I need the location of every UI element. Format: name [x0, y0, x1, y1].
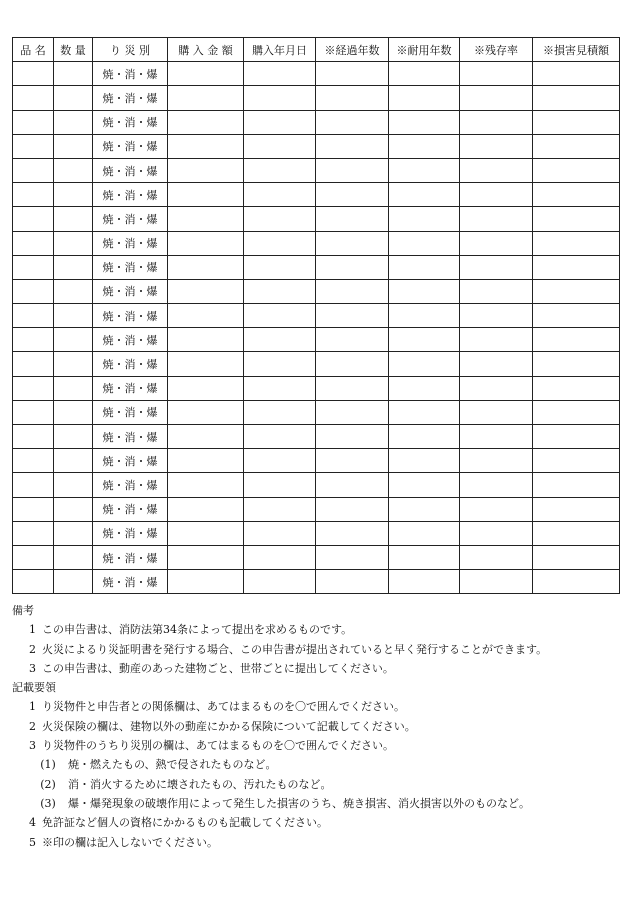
purchase-date-cell[interactable]	[244, 231, 316, 255]
header-damage-type: り 災 別	[93, 38, 168, 62]
quantity-cell[interactable]	[54, 449, 93, 473]
useful-life-cell[interactable]	[389, 86, 460, 110]
damage-type-cell: 焼・消・爆	[93, 521, 168, 545]
quantity-cell[interactable]	[54, 279, 93, 303]
useful-life-cell[interactable]	[389, 328, 460, 352]
item-name-cell[interactable]	[13, 521, 54, 545]
table-row	[13, 255, 620, 279]
notes-section	[12, 601, 620, 852]
item-name-cell[interactable]	[13, 255, 54, 279]
estimated-damage-cell[interactable]	[533, 207, 620, 231]
useful-life-cell[interactable]	[389, 473, 460, 497]
purchase-date-cell[interactable]	[244, 425, 316, 449]
list-item-number: (1)	[40, 758, 56, 772]
quantity-cell[interactable]	[54, 425, 93, 449]
purchase-date-cell[interactable]	[244, 62, 316, 86]
list-item	[12, 620, 620, 639]
useful-life-cell[interactable]	[389, 279, 460, 303]
purchase-price-cell[interactable]	[168, 110, 244, 134]
purchase-price-cell[interactable]	[168, 134, 244, 158]
elapsed-years-cell[interactable]	[316, 545, 389, 569]
estimated-damage-cell[interactable]	[533, 545, 620, 569]
damage-type-cell: 焼・消・爆	[93, 545, 168, 569]
list-item	[12, 717, 620, 736]
purchase-price-cell[interactable]	[168, 255, 244, 279]
list-item-number: 5	[29, 835, 36, 849]
damage-type-cell: 焼・消・爆	[93, 207, 168, 231]
table-row	[13, 497, 620, 521]
residual-rate-cell[interactable]	[460, 255, 533, 279]
elapsed-years-cell[interactable]	[316, 279, 389, 303]
estimated-damage-cell[interactable]	[533, 304, 620, 328]
elapsed-years-cell[interactable]	[316, 110, 389, 134]
table-row	[13, 183, 620, 207]
item-name-cell[interactable]	[13, 400, 54, 424]
list-item-number: 1	[29, 623, 36, 637]
list-item-number: 1	[29, 700, 36, 714]
purchase-date-cell[interactable]	[244, 545, 316, 569]
quantity-cell[interactable]	[54, 352, 93, 376]
item-name-cell[interactable]	[13, 570, 54, 594]
residual-rate-cell[interactable]	[460, 328, 533, 352]
list-item	[12, 755, 620, 774]
purchase-date-cell[interactable]	[244, 376, 316, 400]
elapsed-years-cell[interactable]	[316, 570, 389, 594]
residual-rate-cell[interactable]	[460, 158, 533, 182]
elapsed-years-cell[interactable]	[316, 231, 389, 255]
residual-rate-cell[interactable]	[460, 425, 533, 449]
estimated-damage-cell[interactable]	[533, 255, 620, 279]
list-item-number: 2	[29, 642, 36, 656]
list-item	[12, 697, 620, 716]
list-item	[12, 736, 620, 755]
elapsed-years-cell[interactable]	[316, 449, 389, 473]
quantity-cell[interactable]	[54, 473, 93, 497]
estimated-damage-cell[interactable]	[533, 183, 620, 207]
purchase-price-cell[interactable]	[168, 183, 244, 207]
quantity-cell[interactable]	[54, 110, 93, 134]
estimated-damage-cell[interactable]	[533, 110, 620, 134]
estimated-damage-cell[interactable]	[533, 158, 620, 182]
elapsed-years-cell[interactable]	[316, 304, 389, 328]
residual-rate-cell[interactable]	[460, 545, 533, 569]
useful-life-cell[interactable]	[389, 304, 460, 328]
header-item-name: 品 名	[13, 38, 54, 62]
list-item-number: 3	[29, 739, 36, 753]
purchase-date-cell[interactable]	[244, 570, 316, 594]
useful-life-cell[interactable]	[389, 231, 460, 255]
item-name-cell[interactable]	[13, 231, 54, 255]
table-row	[13, 279, 620, 303]
table-row	[13, 352, 620, 376]
damage-type-cell: 焼・消・爆	[93, 473, 168, 497]
useful-life-cell[interactable]	[389, 545, 460, 569]
useful-life-cell[interactable]	[389, 62, 460, 86]
quantity-cell[interactable]	[54, 521, 93, 545]
elapsed-years-cell[interactable]	[316, 521, 389, 545]
damage-type-cell: 焼・消・爆	[93, 376, 168, 400]
quantity-cell[interactable]	[54, 545, 93, 569]
elapsed-years-cell[interactable]	[316, 376, 389, 400]
purchase-date-cell[interactable]	[244, 207, 316, 231]
list-item	[12, 640, 620, 659]
table-row	[13, 449, 620, 473]
estimated-damage-cell[interactable]	[533, 497, 620, 521]
list-item-text: ※印の欄は記入しないでください。	[42, 835, 218, 849]
purchase-date-cell[interactable]	[244, 158, 316, 182]
purchase-price-cell[interactable]	[168, 473, 244, 497]
estimated-damage-cell[interactable]	[533, 62, 620, 86]
residual-rate-cell[interactable]	[460, 352, 533, 376]
estimated-damage-cell[interactable]	[533, 425, 620, 449]
useful-life-cell[interactable]	[389, 183, 460, 207]
elapsed-years-cell[interactable]	[316, 183, 389, 207]
useful-life-cell[interactable]	[389, 352, 460, 376]
instructions-list	[12, 697, 620, 755]
list-item	[12, 775, 620, 794]
list-item-number: 2	[29, 719, 36, 733]
useful-life-cell[interactable]	[389, 400, 460, 424]
item-name-cell[interactable]	[13, 497, 54, 521]
residual-rate-cell[interactable]	[460, 86, 533, 110]
item-name-cell[interactable]	[13, 279, 54, 303]
item-name-cell[interactable]	[13, 86, 54, 110]
header-quantity: 数 量	[54, 38, 93, 62]
quantity-cell[interactable]	[54, 183, 93, 207]
item-name-cell[interactable]	[13, 545, 54, 569]
estimated-damage-cell[interactable]	[533, 376, 620, 400]
header-estimated-damage: ※損害見積額	[533, 38, 620, 62]
table-row	[13, 304, 620, 328]
instructions-sublist	[12, 755, 620, 813]
list-item-text: 免許証など個人の資格にかかるものも記載してください。	[42, 816, 328, 830]
table-row	[13, 207, 620, 231]
list-item-number: (3)	[40, 796, 56, 810]
purchase-date-cell[interactable]	[244, 328, 316, 352]
estimated-damage-cell[interactable]	[533, 134, 620, 158]
header-elapsed-years: ※経過年数	[316, 38, 389, 62]
residual-rate-cell[interactable]	[460, 376, 533, 400]
damage-type-cell: 焼・消・爆	[93, 86, 168, 110]
damage-type-cell: 焼・消・爆	[93, 352, 168, 376]
purchase-date-cell[interactable]	[244, 304, 316, 328]
estimated-damage-cell[interactable]	[533, 473, 620, 497]
damage-type-cell: 焼・消・爆	[93, 110, 168, 134]
instructions-list-continued	[12, 813, 620, 852]
table-row	[13, 376, 620, 400]
list-item	[12, 794, 620, 813]
header-residual-rate: ※残存率	[460, 38, 533, 62]
elapsed-years-cell[interactable]	[316, 400, 389, 424]
table-row	[13, 134, 620, 158]
item-name-cell[interactable]	[13, 449, 54, 473]
purchase-price-cell[interactable]	[168, 425, 244, 449]
purchase-price-cell[interactable]	[168, 570, 244, 594]
quantity-cell[interactable]	[54, 328, 93, 352]
residual-rate-cell[interactable]	[460, 449, 533, 473]
useful-life-cell[interactable]	[389, 570, 460, 594]
purchase-date-cell[interactable]	[244, 86, 316, 110]
useful-life-cell[interactable]	[389, 449, 460, 473]
quantity-cell[interactable]	[54, 158, 93, 182]
purchase-date-cell[interactable]	[244, 183, 316, 207]
elapsed-years-cell[interactable]	[316, 328, 389, 352]
purchase-price-cell[interactable]	[168, 304, 244, 328]
item-name-cell[interactable]	[13, 328, 54, 352]
residual-rate-cell[interactable]	[460, 570, 533, 594]
list-item-number: (2)	[40, 777, 56, 791]
residual-rate-cell[interactable]	[460, 521, 533, 545]
residual-rate-cell[interactable]	[460, 231, 533, 255]
purchase-date-cell[interactable]	[244, 473, 316, 497]
estimated-damage-cell[interactable]	[533, 231, 620, 255]
estimated-damage-cell[interactable]	[533, 328, 620, 352]
purchase-price-cell[interactable]	[168, 62, 244, 86]
purchase-date-cell[interactable]	[244, 279, 316, 303]
table-row	[13, 473, 620, 497]
purchase-date-cell[interactable]	[244, 110, 316, 134]
damage-type-cell: 焼・消・爆	[93, 328, 168, 352]
instructions-title: 記載要領	[12, 681, 56, 695]
purchase-date-cell[interactable]	[244, 400, 316, 424]
useful-life-cell[interactable]	[389, 134, 460, 158]
damage-type-cell: 焼・消・爆	[93, 231, 168, 255]
item-name-cell[interactable]	[13, 473, 54, 497]
quantity-cell[interactable]	[54, 570, 93, 594]
list-item-text: り災物件のうちり災別の欄は、あてはまるものを〇で囲んでください。	[42, 739, 394, 753]
item-name-cell[interactable]	[13, 62, 54, 86]
useful-life-cell[interactable]	[389, 521, 460, 545]
purchase-price-cell[interactable]	[168, 545, 244, 569]
table-row	[13, 425, 620, 449]
damage-type-cell: 焼・消・爆	[93, 400, 168, 424]
damage-type-cell: 焼・消・爆	[93, 62, 168, 86]
damage-type-cell: 焼・消・爆	[93, 183, 168, 207]
quantity-cell[interactable]	[54, 255, 93, 279]
useful-life-cell[interactable]	[389, 158, 460, 182]
purchase-price-cell[interactable]	[168, 449, 244, 473]
purchase-price-cell[interactable]	[168, 328, 244, 352]
item-name-cell[interactable]	[13, 110, 54, 134]
table-row	[13, 570, 620, 594]
elapsed-years-cell[interactable]	[316, 134, 389, 158]
table-row	[13, 110, 620, 134]
damage-type-cell: 焼・消・爆	[93, 134, 168, 158]
purchase-date-cell[interactable]	[244, 449, 316, 473]
item-name-cell[interactable]	[13, 134, 54, 158]
list-item-text: 焼・燃えたもの、熱で侵されたものなど。	[68, 758, 277, 772]
useful-life-cell[interactable]	[389, 376, 460, 400]
list-item-number: 3	[29, 661, 36, 675]
quantity-cell[interactable]	[54, 86, 93, 110]
estimated-damage-cell[interactable]	[533, 352, 620, 376]
purchase-date-cell[interactable]	[244, 352, 316, 376]
list-item-text: り災物件と申告者との関係欄は、あてはまるものを〇で囲んでください。	[42, 700, 405, 714]
estimated-damage-cell[interactable]	[533, 570, 620, 594]
estimated-damage-cell[interactable]	[533, 449, 620, 473]
purchase-price-cell[interactable]	[168, 352, 244, 376]
table-row	[13, 231, 620, 255]
table-row	[13, 400, 620, 424]
purchase-date-cell[interactable]	[244, 497, 316, 521]
elapsed-years-cell[interactable]	[316, 86, 389, 110]
quantity-cell[interactable]	[54, 134, 93, 158]
useful-life-cell[interactable]	[389, 425, 460, 449]
list-item	[12, 833, 620, 852]
list-item-number: 4	[29, 816, 36, 830]
elapsed-years-cell[interactable]	[316, 62, 389, 86]
residual-rate-cell[interactable]	[460, 62, 533, 86]
purchase-price-cell[interactable]	[168, 521, 244, 545]
elapsed-years-cell[interactable]	[316, 207, 389, 231]
residual-rate-cell[interactable]	[460, 134, 533, 158]
residual-rate-cell[interactable]	[460, 207, 533, 231]
item-name-cell[interactable]	[13, 304, 54, 328]
damage-type-cell: 焼・消・爆	[93, 425, 168, 449]
quantity-cell[interactable]	[54, 207, 93, 231]
estimated-damage-cell[interactable]	[533, 400, 620, 424]
header-useful-life: ※耐用年数	[389, 38, 460, 62]
residual-rate-cell[interactable]	[460, 110, 533, 134]
table-header-row	[13, 38, 620, 62]
table-row	[13, 521, 620, 545]
purchase-price-cell[interactable]	[168, 231, 244, 255]
damage-type-cell: 焼・消・爆	[93, 570, 168, 594]
purchase-date-cell[interactable]	[244, 255, 316, 279]
purchase-price-cell[interactable]	[168, 279, 244, 303]
purchase-date-cell[interactable]	[244, 521, 316, 545]
useful-life-cell[interactable]	[389, 207, 460, 231]
purchase-price-cell[interactable]	[168, 158, 244, 182]
residual-rate-cell[interactable]	[460, 400, 533, 424]
purchase-price-cell[interactable]	[168, 376, 244, 400]
list-item-text: 爆・爆発現象の破壊作用によって発生した損害のうち、焼き損害、消火損害以外のものなど。	[68, 796, 530, 810]
elapsed-years-cell[interactable]	[316, 497, 389, 521]
quantity-cell[interactable]	[54, 400, 93, 424]
quantity-cell[interactable]	[54, 231, 93, 255]
table-row	[13, 62, 620, 86]
list-item	[12, 813, 620, 832]
useful-life-cell[interactable]	[389, 497, 460, 521]
useful-life-cell[interactable]	[389, 110, 460, 134]
list-item-text: 消・消火するために壊されたもの、汚れたものなど。	[68, 777, 332, 791]
residual-rate-cell[interactable]	[460, 183, 533, 207]
elapsed-years-cell[interactable]	[316, 473, 389, 497]
estimated-damage-cell[interactable]	[533, 86, 620, 110]
item-name-cell[interactable]	[13, 207, 54, 231]
damage-type-cell: 焼・消・爆	[93, 158, 168, 182]
quantity-cell[interactable]	[54, 497, 93, 521]
item-name-cell[interactable]	[13, 425, 54, 449]
elapsed-years-cell[interactable]	[316, 425, 389, 449]
damage-type-cell: 焼・消・爆	[93, 279, 168, 303]
purchase-price-cell[interactable]	[168, 86, 244, 110]
quantity-cell[interactable]	[54, 376, 93, 400]
residual-rate-cell[interactable]	[460, 279, 533, 303]
damage-type-cell: 焼・消・爆	[93, 449, 168, 473]
quantity-cell[interactable]	[54, 304, 93, 328]
estimated-damage-cell[interactable]	[533, 279, 620, 303]
purchase-date-cell[interactable]	[244, 134, 316, 158]
remarks-list	[12, 620, 620, 678]
list-item	[12, 659, 620, 678]
item-name-cell[interactable]	[13, 352, 54, 376]
residual-rate-cell[interactable]	[460, 473, 533, 497]
list-item-text: 火災保険の欄は、建物以外の動産にかかる保険について記載してください。	[42, 719, 416, 733]
header-purchase-date: 購入年月日	[244, 38, 316, 62]
table-row	[13, 328, 620, 352]
list-item-text: この申告書は、動産のあった建物ごと、世帯ごとに提出してください。	[42, 661, 394, 675]
quantity-cell[interactable]	[54, 62, 93, 86]
table-row	[13, 86, 620, 110]
purchase-price-cell[interactable]	[168, 400, 244, 424]
residual-rate-cell[interactable]	[460, 497, 533, 521]
item-name-cell[interactable]	[13, 376, 54, 400]
damage-type-cell: 焼・消・爆	[93, 304, 168, 328]
damage-type-cell: 焼・消・爆	[93, 497, 168, 521]
purchase-price-cell[interactable]	[168, 497, 244, 521]
elapsed-years-cell[interactable]	[316, 158, 389, 182]
elapsed-years-cell[interactable]	[316, 352, 389, 376]
useful-life-cell[interactable]	[389, 255, 460, 279]
purchase-price-cell[interactable]	[168, 207, 244, 231]
estimated-damage-cell[interactable]	[533, 521, 620, 545]
table-row	[13, 545, 620, 569]
damage-type-cell: 焼・消・爆	[93, 255, 168, 279]
list-item-text: この申告書は、消防法第34条によって提出を求めるものです。	[42, 623, 353, 637]
residual-rate-cell[interactable]	[460, 304, 533, 328]
item-name-cell[interactable]	[13, 183, 54, 207]
elapsed-years-cell[interactable]	[316, 255, 389, 279]
remarks-title: 備考	[12, 604, 34, 617]
list-item-text: 火災によるり災証明書を発行する場合、この申告書が提出されていると早く発行することができます。	[42, 642, 548, 656]
table-row	[13, 158, 620, 182]
item-name-cell[interactable]	[13, 158, 54, 182]
header-purchase-price: 購 入 金 額	[168, 38, 244, 62]
damage-items-table	[12, 37, 620, 594]
